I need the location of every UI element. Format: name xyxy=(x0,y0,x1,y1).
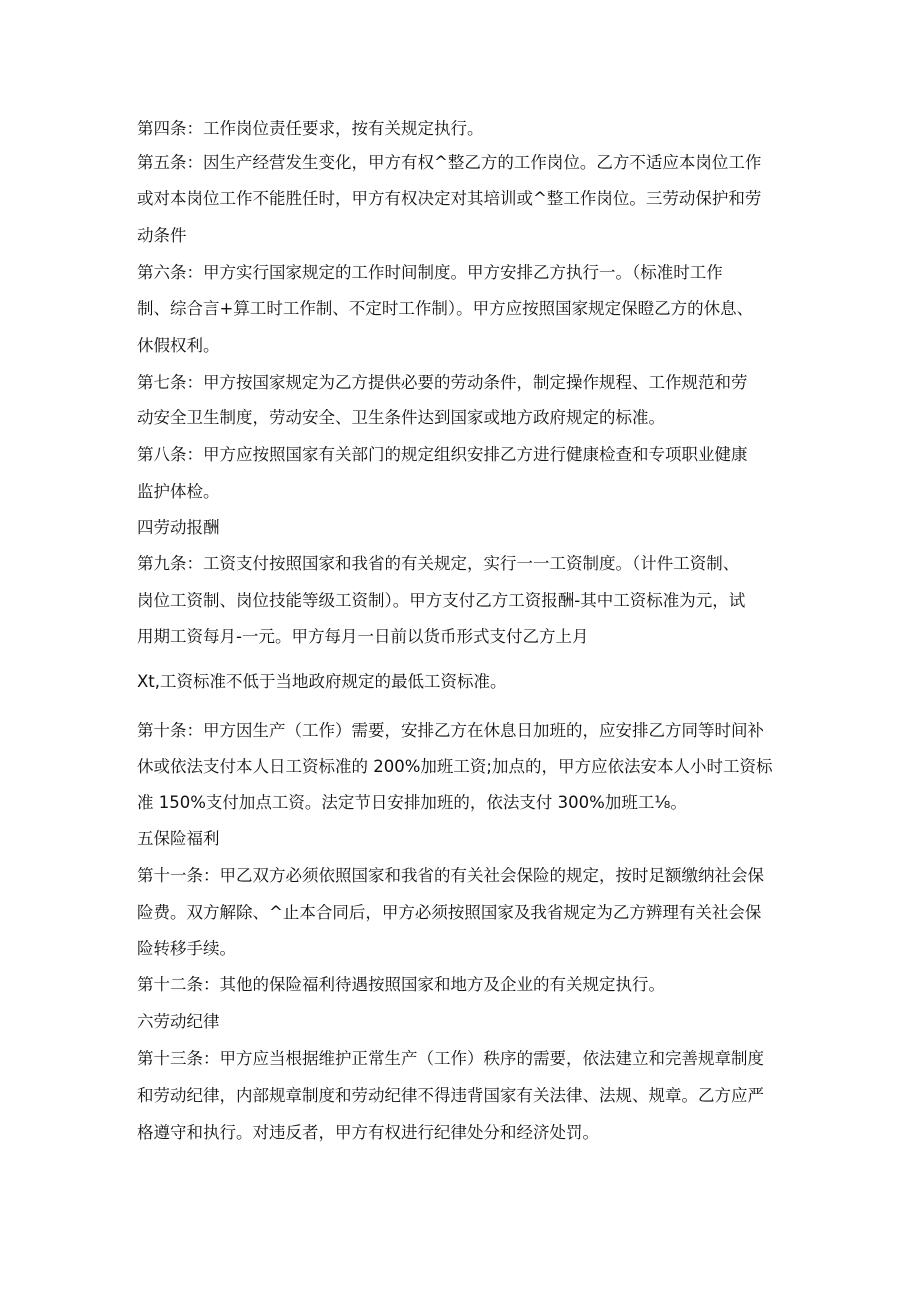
article-9-line-4: Xt,工资标准不低于当地政府规定的最低工资标准。 xyxy=(137,672,507,691)
article-11-line-3: 险转移手续。 xyxy=(137,939,236,958)
article-9-line-1: 第九条：工资支付按照国家和我省的有关规定，实行一一工资制度。（计件工资制、 xyxy=(137,554,740,573)
section-heading-insurance: 五保险福利 xyxy=(137,829,220,848)
article-9-line-3: 用期工资每月-一元。甲方每月一日前以货币形式支付乙方上月 xyxy=(137,627,589,646)
article-8-line-2: 监护体检。 xyxy=(137,482,220,501)
article-5-line-3: 动条件 xyxy=(137,226,187,245)
article-11-line-1: 第十一条：甲乙双方必须依照国家和我省的有关社会保险的规定，按时足额缴纳社会保 xyxy=(137,866,764,885)
article-11-line-2: 险费。双方解除、^止本合同后，甲方必须按照国家及我省规定为乙方辨理有关社会保 xyxy=(137,903,762,922)
article-10-line-3: 准 150%支付加点工资。法定节日安排加班的，依法支付 300%加班工⅛。 xyxy=(137,793,687,812)
article-6-line-1: 第六条：甲方实行国家规定的工作时间制度。甲方安排乙方执行一。（标准时工作 xyxy=(137,263,723,282)
article-6-line-3: 休假权利。 xyxy=(137,336,220,355)
article-12-line: 第十二条：其他的保险福利待遇按照国家和地方及企业的有关规定执行。 xyxy=(137,975,665,994)
article-13-line-2: 和劳动纪律，内部规章制度和劳动纪律不得违背国家有关法律、法规、规章。乙方应严 xyxy=(137,1086,764,1105)
article-6-line-2: 制、综合言+算工时工作制、不定时工作制）。甲方应按照国家规定保瞪乙方的休息、 xyxy=(137,299,754,318)
article-9-line-2: 岗位工资制、岗位技能等级工资制）。甲方支付乙方工资报酬-其中工资标准为元，试 xyxy=(137,591,746,610)
article-8-line-1: 第八条：甲方应按照国家有关部门的规定组织安排乙方进行健康检查和专项职业健康 xyxy=(137,445,748,464)
article-10-line-2: 休或依法支付本人日工资标准的 200%加班工资;加点的，甲方应依法安本人小时工资标 xyxy=(137,757,773,776)
article-10-line-1: 第十条：甲方因生产（工作）需要，安排乙方在休息日加班的，应安排乙方同等时间补 xyxy=(137,721,764,740)
section-heading-remuneration: 四劳动报酬 xyxy=(137,518,220,537)
section-heading-discipline: 六劳动纪律 xyxy=(137,1012,220,1031)
article-7-line-1: 第七条：甲方按国家规定为乙方提供必要的劳动条件，制定操作规程、工作规范和劳 xyxy=(137,373,748,392)
article-13-line-3: 格遵守和执行。对违反者，甲方有权进行纪律处分和经济处罚。 xyxy=(137,1123,599,1142)
article-7-line-2: 动安全卫生制度，劳动安全、卫生条件达到国家或地方政府规定的标准。 xyxy=(137,408,665,427)
article-5-line-1: 第五条：因生产经营发生变化，甲方有权^整乙方的工作岗位。乙方不适应本岗位工作 xyxy=(137,153,762,172)
article-5-line-2: 或对本岗位工作不能胜任时，甲方有权决定对其培训或^整工作岗位。三劳动保护和劳 xyxy=(137,189,762,208)
article-4-line: 第四条：工作岗位责任要求，按有关规定执行。 xyxy=(137,119,484,138)
article-13-line-1: 第十三条：甲方应当根据维护正常生产（工作）秩序的需要，依法建立和完善规章制度 xyxy=(137,1049,764,1068)
